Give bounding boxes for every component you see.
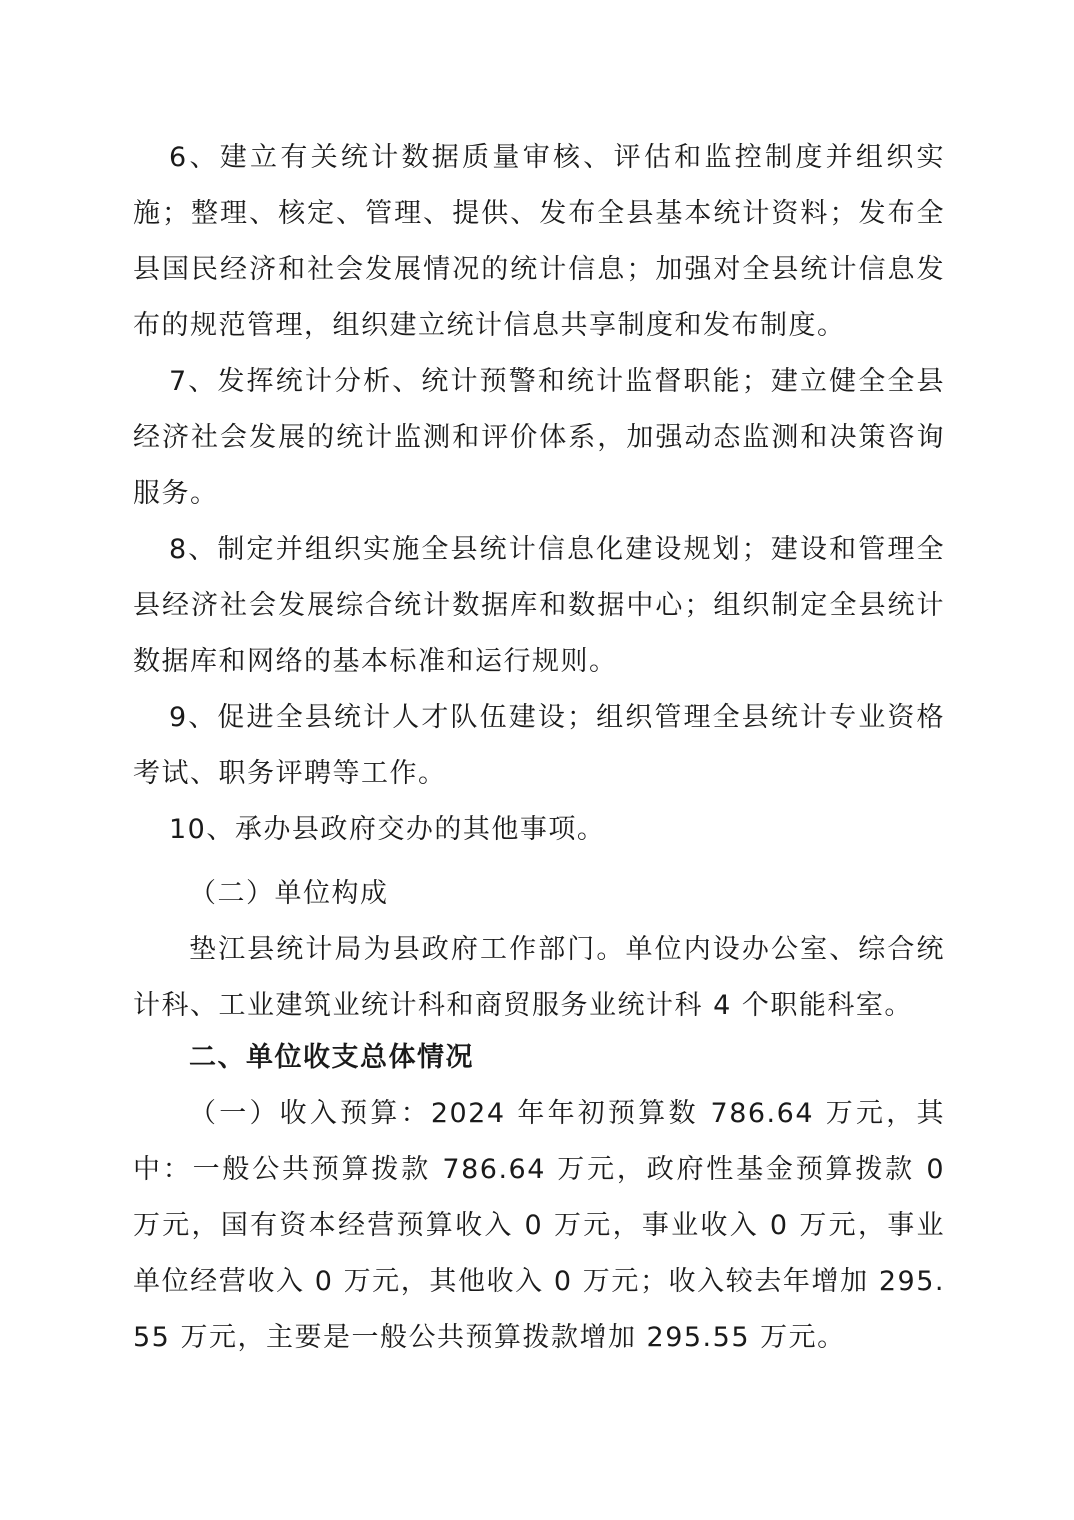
item-10-paragraph: 10、承办县政府交办的其他事项。 <box>169 814 606 845</box>
item-7-paragraph: 7、发挥统计分析、统计预警和统计监督职能；建立健全全县经济社会发展的统计监测和评价体系，加强动态监测和决策咨询服务。 <box>133 366 945 509</box>
item-6-paragraph: 6、建立有关统计数据质量审核、评估和监控制度并组织实施；整理、核定、管理、提供、发布全县基本统计资料；发布全县国民经济和社会发展情况的统计信息；加强对全县统计信息发布的规范管理，组织建立统计信息共享制度和发布制度。 <box>133 142 945 341</box>
item-8-paragraph: 8、制定并组织实施全县统计信息化建设规划；建设和管理全县经济社会发展综合统计数据库和数据中心；组织制定全县统计数据库和网络的基本标准和运行规则。 <box>133 534 945 677</box>
unit-composition-paragraph: 垫江县统计局为县政府工作部门。单位内设办公室、综合统计科、工业建筑业统计科和商贸服务业统计科 4 个职能科室。 <box>133 934 945 1021</box>
section-two-heading: 二、单位收支总体情况 <box>189 1042 474 1073</box>
unit-composition-heading: （二）单位构成 <box>189 878 389 909</box>
item-9-paragraph: 9、促进全县统计人才队伍建设；组织管理全县统计专业资格考试、职务评聘等工作。 <box>133 702 945 789</box>
income-budget-paragraph: （一）收入预算：2024 年年初预算数 786.64 万元，其中：一般公共预算拨款 786.64 万元，政府性基金预算拨款 0 万元，国有资本经营预算收入 0 万元，事业收入 0 万元，事业单位经营收入 0 万元，其他收入 0 万元；收入较去年增加 295.55 万元，主要是一般公共预算拨款增加 295.55 万元。 <box>133 1098 945 1353</box>
